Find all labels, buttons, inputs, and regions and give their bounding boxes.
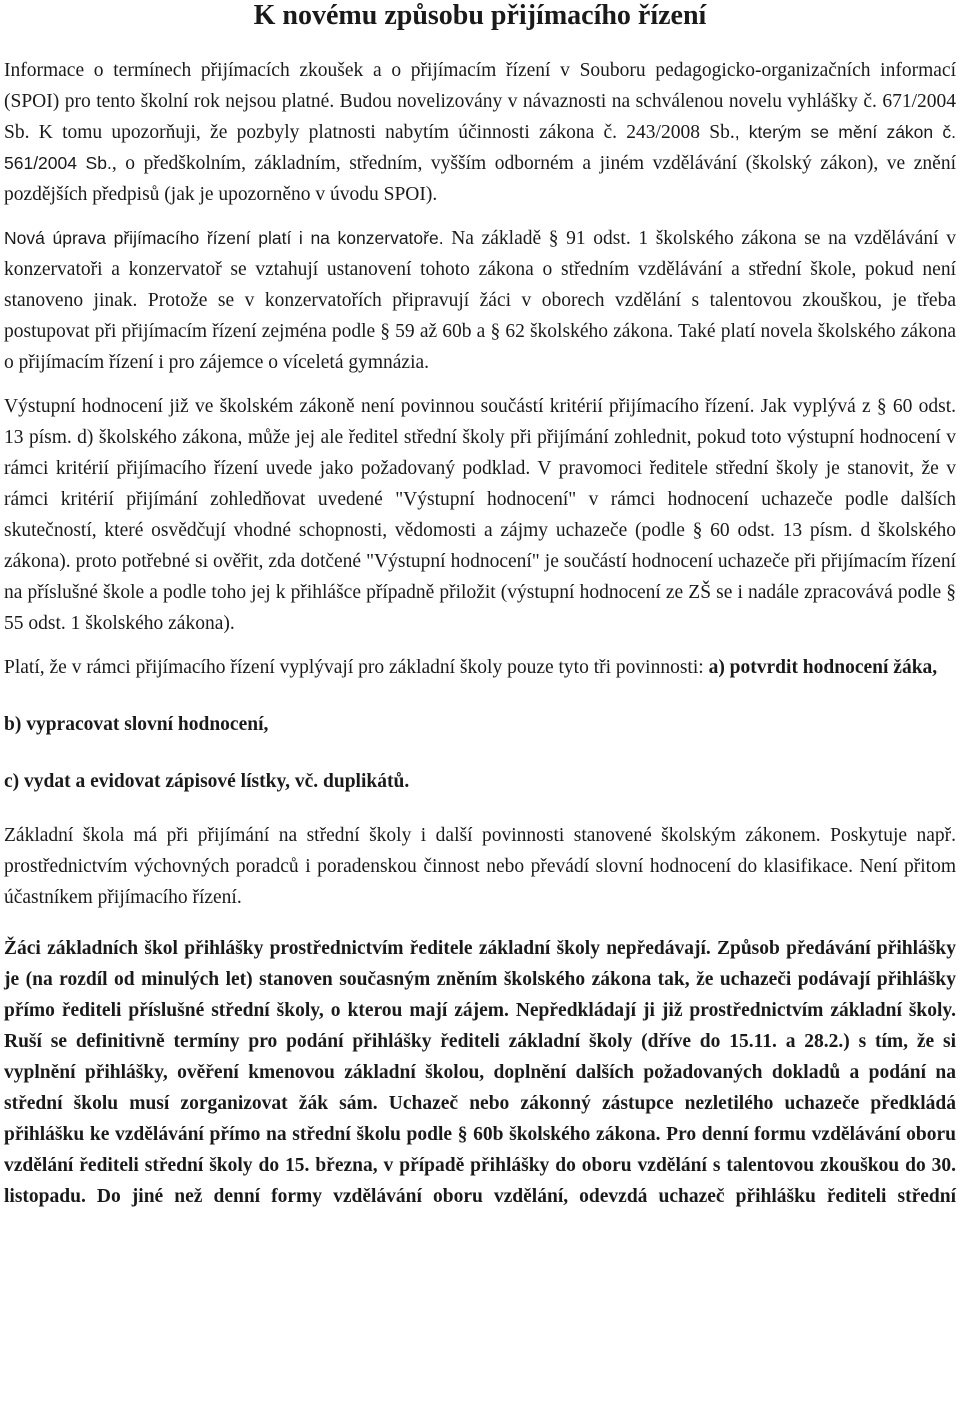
paragraph-duties: [4, 652, 956, 683]
paragraph-text: Protože se v konzervatořích připravují žáci v oborech vzdělání s talentovou zkouškou, je třeba postupovat při přijímacím řízení zejména podle § 59 až 60b a § 62 školského zákona. Také platí novela školského zákona o přijímacím řízení i pro zájemce o víceletá gymnázia.: [4, 290, 956, 373]
paragraph-text-sans: Nová úprava přijímacího řízení platí i na konzervatoře.: [4, 228, 444, 248]
paragraph-text: , o předškolním, základním, středním, vyšším odborném a jiném vzdělávání (školský zákon), ve znění pozdějších předpisů (jak je upozorněno v úvodu SPOI).: [4, 153, 956, 205]
paragraph-output-evaluation: Výstupní hodnocení již ve školském zákoně není povinnou součástí kritérií přijímacího řízení. Jak vyplývá z § 60 odst. 13 písm. d) školského zákona, může jej ale ředitel střední školy při přijímání zohlednit, pokud toto výstupní hodnocení v rámci kritérií přijímacího řízení uvede jako požadovaný podklad. V pravomoci ředitele střední školy je stanovit, že v rámci kritérií přijímání zohledňovat uvedené "Výstupní hodnocení" v rámci hodnocení uchazeče podle dalších skutečností, které osvědčují vhodné schopnosti, vědomosti a zájmy uchazeče (podle § 60 odst. 13 písm. d školského zákona). proto potřebné si ověřit, zda dotčené "Výstupní hodnocení" je součástí hodnocení uchazeče při přijímacím řízení na příslušné škole a podle toho jej k přihlášce případně přiložit (výstupní hodnocení ze ZŠ se i nadále zpracovává podle § 55 odst. 1 školského zákona).: [4, 396, 956, 634]
paragraph-text: Informace o termínech přijímacích zkoušek a o přijímacím řízení v Souboru pedagogicko-organizačních informací (SPOI) pro tento školní rok nejsou platné. Budou novelizovány v návaznosti na schválenou novelu vyhlášky č. 671/2004 Sb. K tomu upozorňuji, že pozbyly platnosti nabytím účinnosti zákona č. 243/2008 Sb.: [4, 60, 956, 143]
paragraph-text: Platí, že v rámci přijímacího řízení vyplývají pro základní školy pouze tyto tři povinnosti:: [4, 657, 709, 678]
paragraph-text: Na základě § 91 odst. 1 školského zákona se na vzdělávání v konzervatoři a konzervatoř se vztahují ustanovení tohoto zákona o středním vzdělávání a střední škole, pokud není stanoveno jinak.: [4, 228, 956, 311]
duty-item-c: c) vydat a evidovat zápisové lístky, vč. duplikátů.: [4, 771, 410, 792]
paragraph-spoi-info: [4, 55, 956, 210]
duty-item-a: a) potvrdit hodnocení žáka,: [708, 657, 938, 678]
paragraph-conservatories: [4, 223, 956, 378]
duty-item-b: b) vypracovat slovní hodnocení,: [4, 714, 269, 735]
paragraph-other-duties: Základní škola má při přijímání na střední školy i další povinnosti stanovené školským zákonem. Poskytuje např. prostřednictvím výchovných poradců i poradenskou činnost nebo převádí slovní hodnocení do klasifikace. Není přitom účastníkem přijímacího řízení.: [4, 825, 956, 908]
paragraph-text-sans: , kterým se mění zákon č. 561/2004 Sb.: [4, 122, 956, 173]
paragraph-application-submission: Žáci základních škol přihlášky prostřednictvím ředitele základní školy nepředávají. Způsob předávání přihlášky je (na rozdíl od minulých let) stanoven současným zněním školského zákona tak, že uchazeči podávají přihlášky přímo řediteli příslušné střední školy, o kterou mají zájem. Nepředkládají ji již prostřednictvím základní školy. Ruší se definitivně termíny pro podání přihlášky řediteli základní školy (dříve do 15.11. a 28.2.) s tím, že si vyplnění přihlášky, ověření kmenovou základní školou, doplnění dalších požadovaných dokladů a podání na střední školu musí zorganizovat žák sám. Uchazeč nebo zákonný zástupce nezletilého uchazeče předkládá přihlášku ke vzdělávání přímo na střední školu podle § 60b školského zákona. Pro denní formu vzdělávání oboru vzdělání řediteli střední školy do 15. března, v případě přihlášky do oboru vzdělání s talentovou zkouškou do 30. listopadu. Do jiné než denní formy vzdělávání oboru vzdělání, odevzdá uchazeč přihlášku řediteli střední: [4, 938, 956, 1207]
page-title: K novému způsobu přijímacího řízení: [253, 0, 707, 31]
